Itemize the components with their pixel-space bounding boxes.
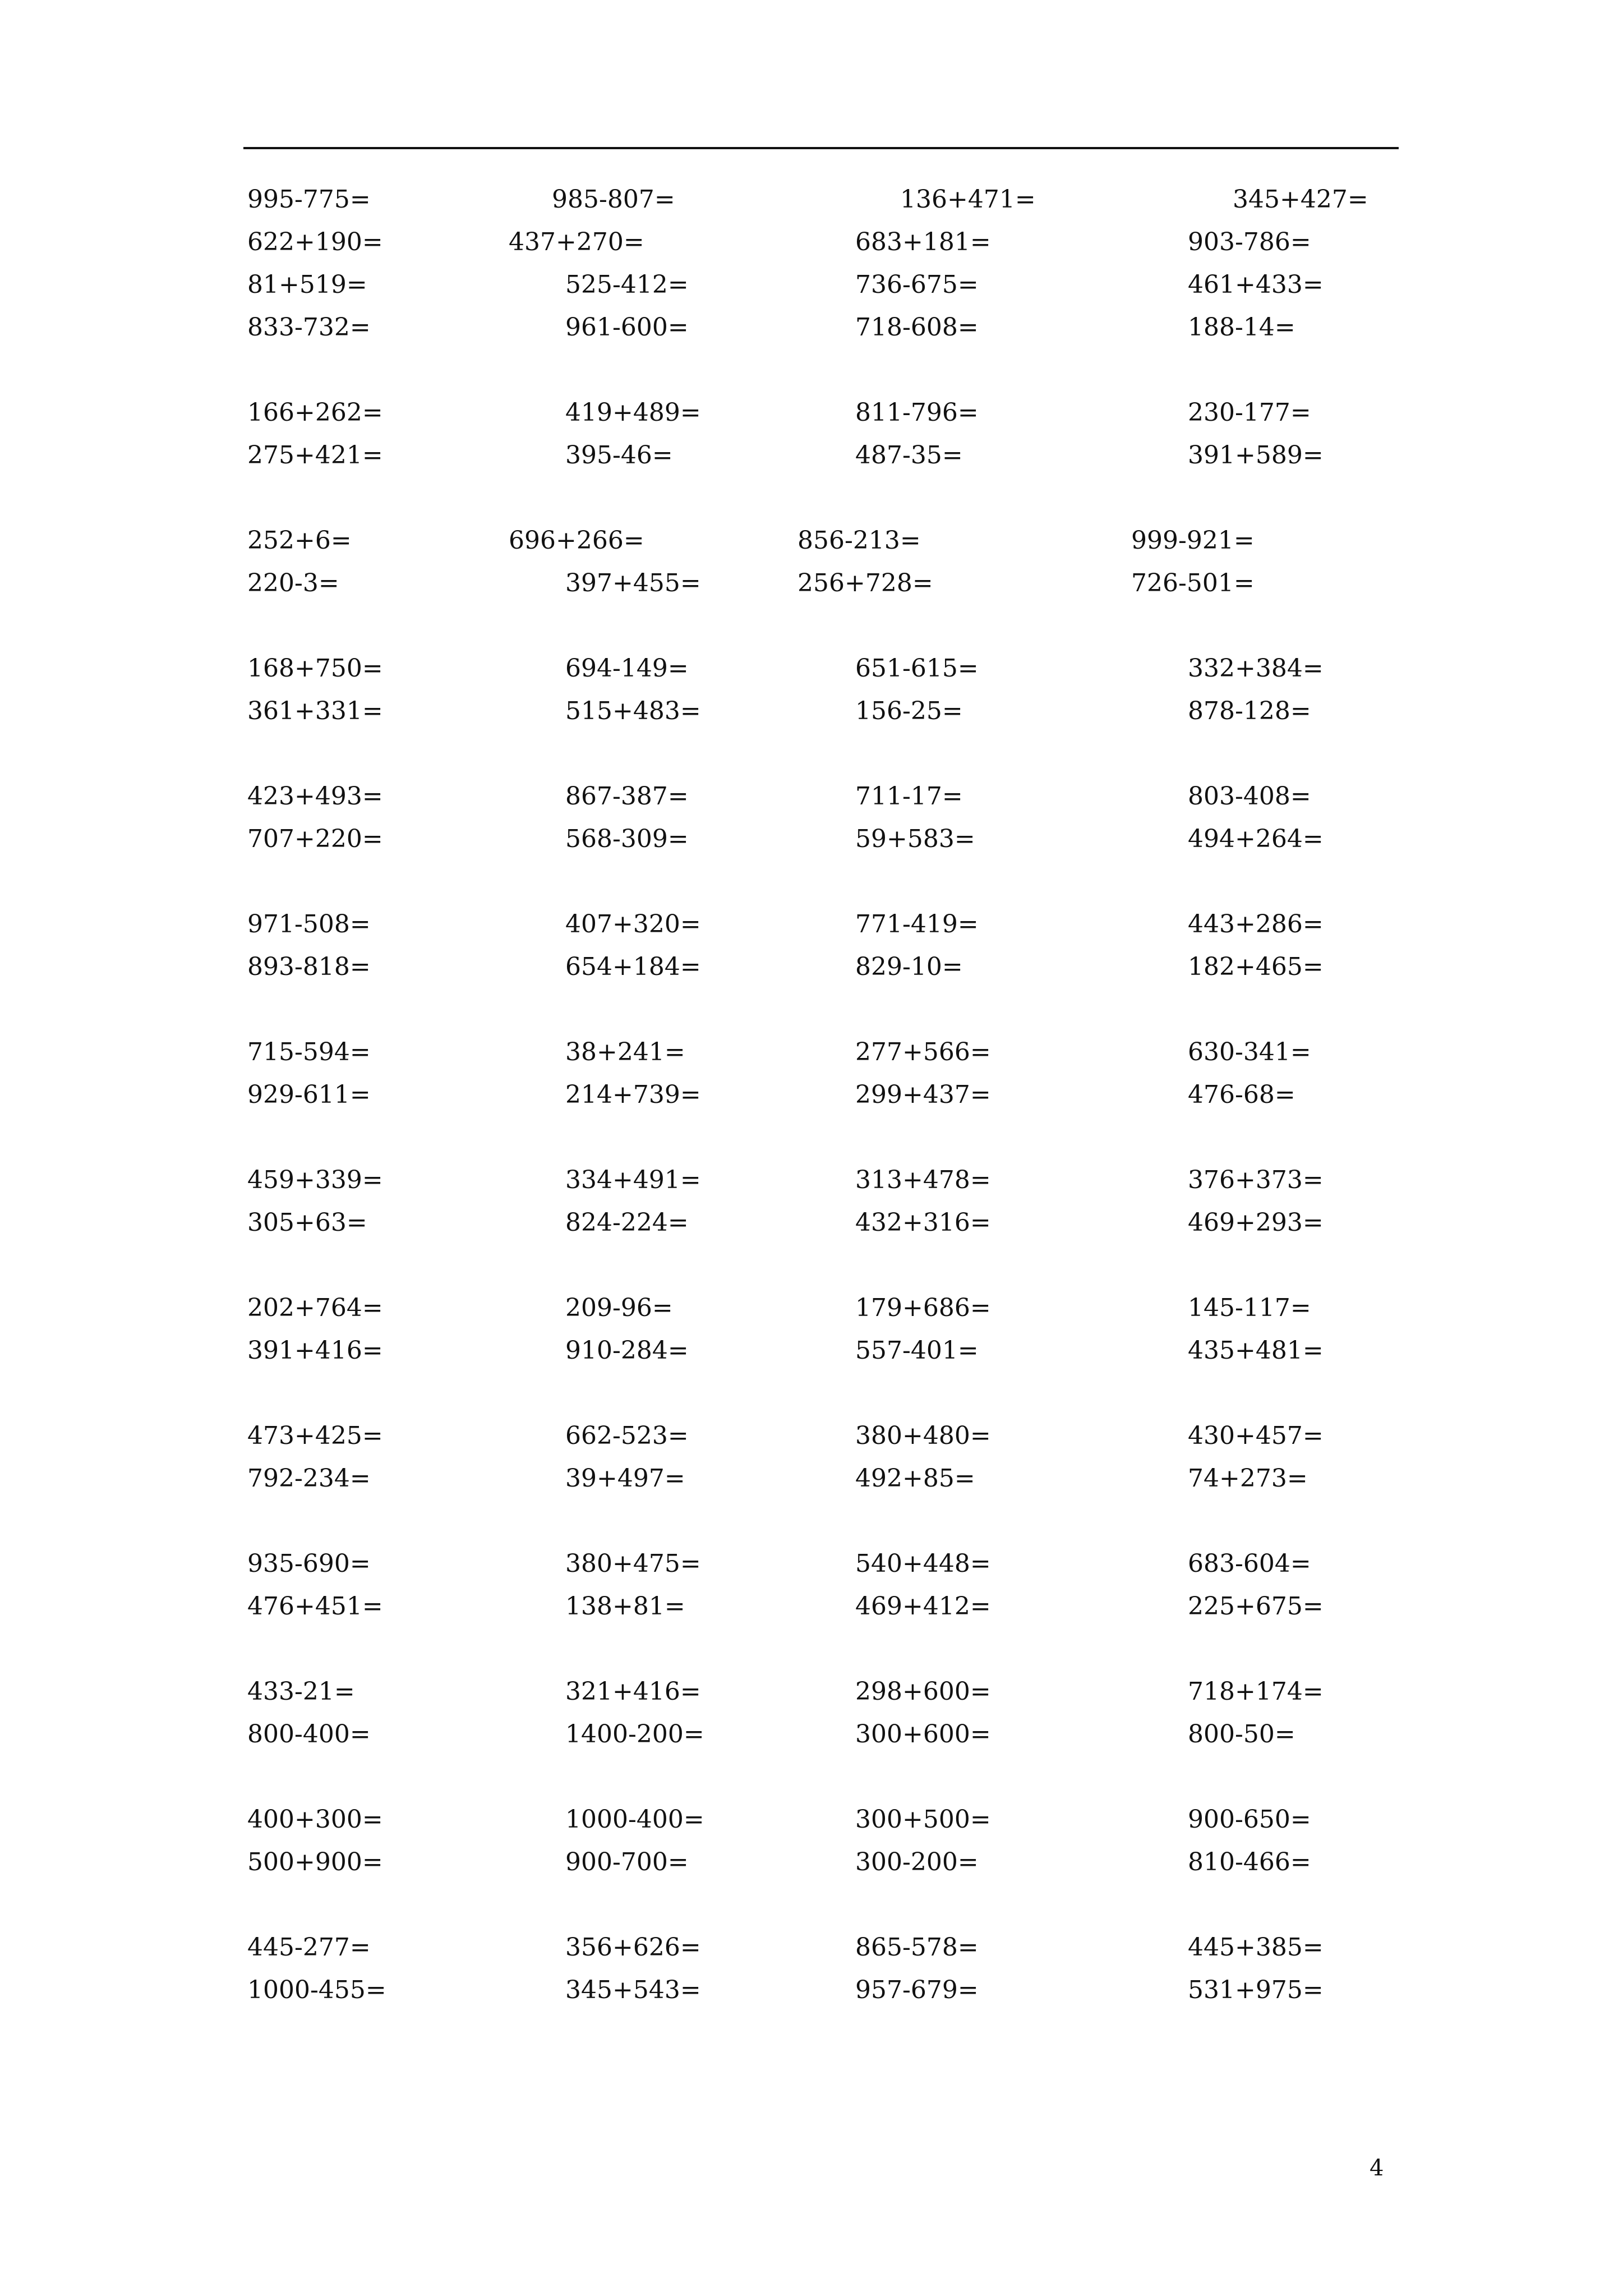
problem-row xyxy=(0,392,1623,434)
math-problem: 500+900= xyxy=(247,1848,383,1876)
math-problem: 531+975= xyxy=(1188,1976,1324,2004)
math-problem: 999-921= xyxy=(1131,526,1255,555)
math-problem: 345+427= xyxy=(1233,185,1368,214)
math-problem: 910-284= xyxy=(565,1336,689,1365)
math-problem: 557-401= xyxy=(855,1336,979,1365)
math-problem: 332+384= xyxy=(1188,654,1324,683)
math-problem: 445-277= xyxy=(247,1933,371,1962)
math-problem: 443+286= xyxy=(1188,910,1324,938)
math-problem: 334+491= xyxy=(565,1166,701,1194)
math-problem: 900-650= xyxy=(1188,1805,1311,1834)
math-problem: 136+471= xyxy=(900,185,1036,214)
math-problem: 1400-200= xyxy=(565,1720,704,1749)
math-problem: 995-775= xyxy=(247,185,371,214)
math-problem: 74+273= xyxy=(1188,1464,1308,1493)
math-problem: 683-604= xyxy=(1188,1549,1311,1578)
math-problem: 179+686= xyxy=(855,1294,991,1322)
problem-row xyxy=(0,1798,1623,1841)
math-problem: 476+451= xyxy=(247,1592,383,1621)
problem-row xyxy=(0,647,1623,690)
problem-row xyxy=(0,178,1623,221)
math-problem: 202+764= xyxy=(247,1294,383,1322)
math-problem: 961-600= xyxy=(565,313,689,342)
math-problem: 214+739= xyxy=(565,1080,701,1109)
math-problem: 209-96= xyxy=(565,1294,673,1322)
math-problem: 423+493= xyxy=(247,782,383,811)
math-problem: 683+181= xyxy=(855,228,991,256)
math-problem: 540+448= xyxy=(855,1549,991,1578)
math-problem: 300+600= xyxy=(855,1720,991,1749)
math-problem: 829-10= xyxy=(855,953,963,981)
math-problem: 711-17= xyxy=(855,782,963,811)
math-problem: 38+241= xyxy=(565,1038,685,1066)
math-problem: 188-14= xyxy=(1188,313,1295,342)
math-problem: 833-732= xyxy=(247,313,371,342)
math-problem: 867-387= xyxy=(565,782,689,811)
problem-row xyxy=(0,519,1623,562)
math-problem: 903-786= xyxy=(1188,228,1311,256)
math-problem: 380+480= xyxy=(855,1421,991,1450)
math-problem: 929-611= xyxy=(247,1080,371,1109)
problem-row xyxy=(0,1159,1623,1202)
math-problem: 435+481= xyxy=(1188,1336,1324,1365)
math-problem: 469+293= xyxy=(1188,1208,1324,1237)
problem-row xyxy=(0,903,1623,946)
math-problem: 856-213= xyxy=(797,526,921,555)
math-problem: 800-50= xyxy=(1188,1720,1295,1749)
math-problem: 300-200= xyxy=(855,1848,979,1876)
math-problem: 792-234= xyxy=(247,1464,371,1493)
problem-row xyxy=(0,1969,1623,2012)
math-problem: 156-25= xyxy=(855,697,963,725)
math-problem: 985-807= xyxy=(552,185,675,214)
problem-row xyxy=(0,1671,1623,1713)
math-problem: 525-412= xyxy=(565,270,689,299)
math-problem: 568-309= xyxy=(565,825,689,853)
problem-row xyxy=(0,306,1623,349)
math-problem: 662-523= xyxy=(565,1421,689,1450)
math-problem: 168+750= xyxy=(247,654,383,683)
math-problem: 718-608= xyxy=(855,313,979,342)
problem-row xyxy=(0,690,1623,733)
math-problem: 515+483= xyxy=(565,697,701,725)
math-problem: 432+316= xyxy=(855,1208,991,1237)
math-problem: 726-501= xyxy=(1131,569,1255,597)
math-problem: 145-117= xyxy=(1188,1294,1311,1322)
math-problem: 81+519= xyxy=(247,270,367,299)
problem-row xyxy=(0,1457,1623,1500)
math-problem: 824-224= xyxy=(565,1208,689,1237)
problem-row xyxy=(0,562,1623,605)
math-problem: 313+478= xyxy=(855,1166,991,1194)
math-problem: 865-578= xyxy=(855,1933,979,1962)
problem-row xyxy=(0,818,1623,861)
problem-row xyxy=(0,946,1623,988)
math-problem: 230-177= xyxy=(1188,398,1311,427)
math-problem: 654+184= xyxy=(565,953,701,981)
math-problem: 494+264= xyxy=(1188,825,1324,853)
problem-row xyxy=(0,1585,1623,1628)
math-problem: 473+425= xyxy=(247,1421,383,1450)
math-problem: 736-675= xyxy=(855,270,979,299)
math-problem: 391+589= xyxy=(1188,441,1324,470)
problem-row xyxy=(0,221,1623,264)
math-problem: 461+433= xyxy=(1188,270,1324,299)
problem-row xyxy=(0,1841,1623,1884)
math-problem: 492+85= xyxy=(855,1464,975,1493)
page-number: 4 xyxy=(1370,2155,1384,2181)
math-problem: 878-128= xyxy=(1188,697,1311,725)
math-problem: 771-419= xyxy=(855,910,979,938)
math-problem: 321+416= xyxy=(565,1677,701,1706)
math-problem: 1000-400= xyxy=(565,1805,704,1834)
problem-row xyxy=(0,1926,1623,1969)
math-problem: 138+81= xyxy=(565,1592,685,1621)
math-problem: 469+412= xyxy=(855,1592,991,1621)
problem-row xyxy=(0,1287,1623,1329)
problem-row xyxy=(0,1543,1623,1585)
problem-row xyxy=(0,1713,1623,1756)
math-problem: 182+465= xyxy=(1188,953,1324,981)
math-problem: 300+500= xyxy=(855,1805,991,1834)
problem-row xyxy=(0,1031,1623,1074)
math-problem: 430+457= xyxy=(1188,1421,1324,1450)
problem-row xyxy=(0,1074,1623,1116)
problem-row xyxy=(0,264,1623,306)
math-problem: 345+543= xyxy=(565,1976,701,2004)
math-problem: 256+728= xyxy=(797,569,933,597)
math-problem: 935-690= xyxy=(247,1549,371,1578)
math-problem: 252+6= xyxy=(247,526,352,555)
math-problem: 39+497= xyxy=(565,1464,685,1493)
math-problem: 900-700= xyxy=(565,1848,689,1876)
math-problem: 696+266= xyxy=(509,526,644,555)
math-problem: 957-679= xyxy=(855,1976,979,2004)
header-rule xyxy=(243,147,1399,149)
math-problem: 810-466= xyxy=(1188,1848,1311,1876)
math-problem: 718+174= xyxy=(1188,1677,1324,1706)
math-problem: 893-818= xyxy=(247,953,371,981)
math-problem: 459+339= xyxy=(247,1166,383,1194)
problem-row xyxy=(0,1415,1623,1457)
math-problem: 298+600= xyxy=(855,1677,991,1706)
math-problem: 419+489= xyxy=(565,398,701,427)
math-problem: 225+675= xyxy=(1188,1592,1324,1621)
math-problem: 356+626= xyxy=(565,1933,701,1962)
problem-row xyxy=(0,1329,1623,1372)
math-problem: 445+385= xyxy=(1188,1933,1324,1962)
math-problem: 391+416= xyxy=(247,1336,383,1365)
math-problem: 397+455= xyxy=(565,569,701,597)
math-problem: 694-149= xyxy=(565,654,689,683)
math-problem: 59+583= xyxy=(855,825,975,853)
math-problem: 811-796= xyxy=(855,398,979,427)
math-problem: 803-408= xyxy=(1188,782,1311,811)
math-problem: 707+220= xyxy=(247,825,383,853)
math-problem: 380+475= xyxy=(565,1549,701,1578)
math-problem: 622+190= xyxy=(247,228,383,256)
math-problem: 800-400= xyxy=(247,1720,371,1749)
problem-row xyxy=(0,1202,1623,1244)
problem-row xyxy=(0,434,1623,477)
math-problem: 277+566= xyxy=(855,1038,991,1066)
math-problem: 305+63= xyxy=(247,1208,367,1237)
math-problem: 971-508= xyxy=(247,910,371,938)
math-problem: 400+300= xyxy=(247,1805,383,1834)
math-problem: 476-68= xyxy=(1188,1080,1295,1109)
math-problem: 433-21= xyxy=(247,1677,355,1706)
math-problem: 166+262= xyxy=(247,398,383,427)
math-problem: 395-46= xyxy=(565,441,673,470)
math-problem: 715-594= xyxy=(247,1038,371,1066)
problem-row xyxy=(0,775,1623,818)
math-problem: 275+421= xyxy=(247,441,383,470)
math-problem: 437+270= xyxy=(509,228,644,256)
math-problem: 376+373= xyxy=(1188,1166,1324,1194)
math-problem: 299+437= xyxy=(855,1080,991,1109)
math-problem: 630-341= xyxy=(1188,1038,1311,1066)
math-problem: 487-35= xyxy=(855,441,963,470)
math-problem: 361+331= xyxy=(247,697,383,725)
math-problem: 651-615= xyxy=(855,654,979,683)
math-problem: 220-3= xyxy=(247,569,339,597)
math-problem: 1000-455= xyxy=(247,1976,386,2004)
math-problem: 407+320= xyxy=(565,910,701,938)
